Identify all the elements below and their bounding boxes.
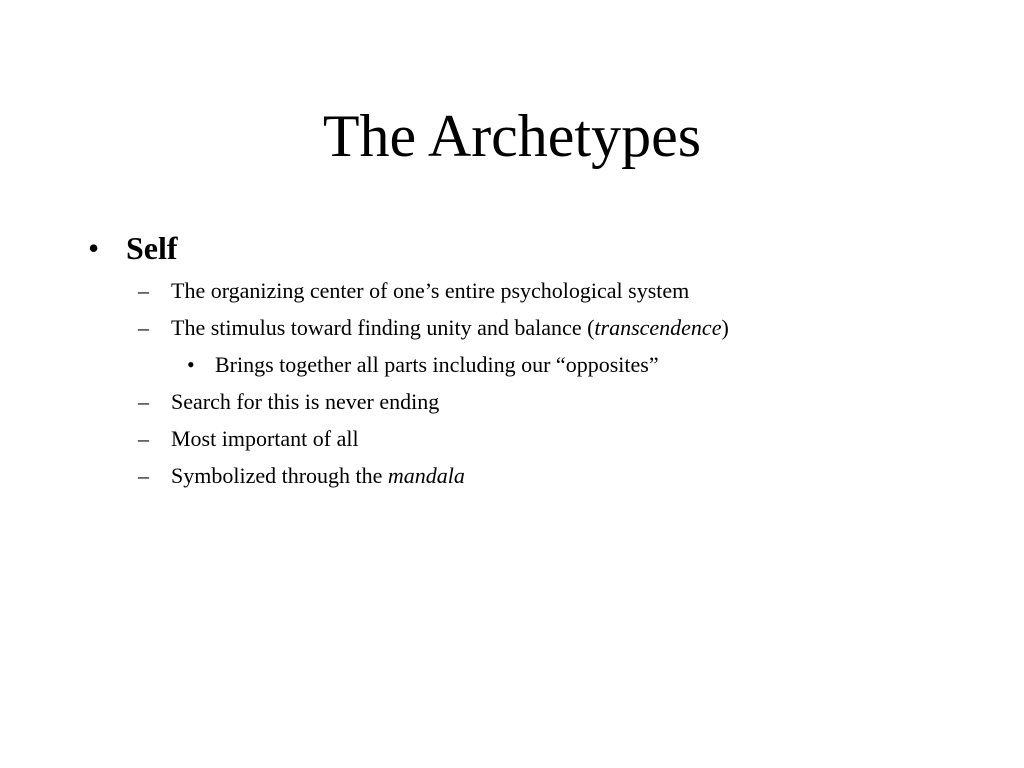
list-item-brings-together xyxy=(138,350,729,387)
list-item-symbolized xyxy=(138,461,729,498)
dash-marker: – xyxy=(138,315,149,340)
dash-marker: – xyxy=(138,463,149,488)
dash-marker: – xyxy=(138,389,149,414)
list-item-text-post: ) xyxy=(721,315,729,340)
list-item-stimulus xyxy=(138,313,729,350)
list-item-text: Brings together all parts including our “opposites” xyxy=(215,352,659,377)
bullet-marker: • xyxy=(88,230,100,266)
sub-bullet-list xyxy=(138,276,729,498)
list-item-text: The organizing center of one’s entire psychological system xyxy=(171,278,690,303)
dash-marker: – xyxy=(138,278,149,303)
dash-marker: – xyxy=(138,426,149,451)
bullet-self xyxy=(88,228,178,268)
slide-title: The Archetypes xyxy=(322,103,702,169)
list-item-text xyxy=(171,313,729,343)
list-item-text-italic: transcendence xyxy=(594,315,722,340)
list-item-text-italic: mandala xyxy=(387,463,465,488)
bullet-text: Self xyxy=(126,230,178,266)
list-item-organizing-center xyxy=(138,276,729,313)
list-item-text: Search for this is never ending xyxy=(171,389,440,414)
list-item-text: Most important of all xyxy=(171,426,359,451)
list-item-text-pre: The stimulus toward finding unity and balance ( xyxy=(171,315,595,340)
list-item-text xyxy=(171,461,465,491)
bullet-marker: • xyxy=(187,352,195,377)
list-item-search xyxy=(138,387,729,424)
list-item-text-pre: Symbolized through the xyxy=(171,463,388,488)
list-item-most-important xyxy=(138,424,729,461)
